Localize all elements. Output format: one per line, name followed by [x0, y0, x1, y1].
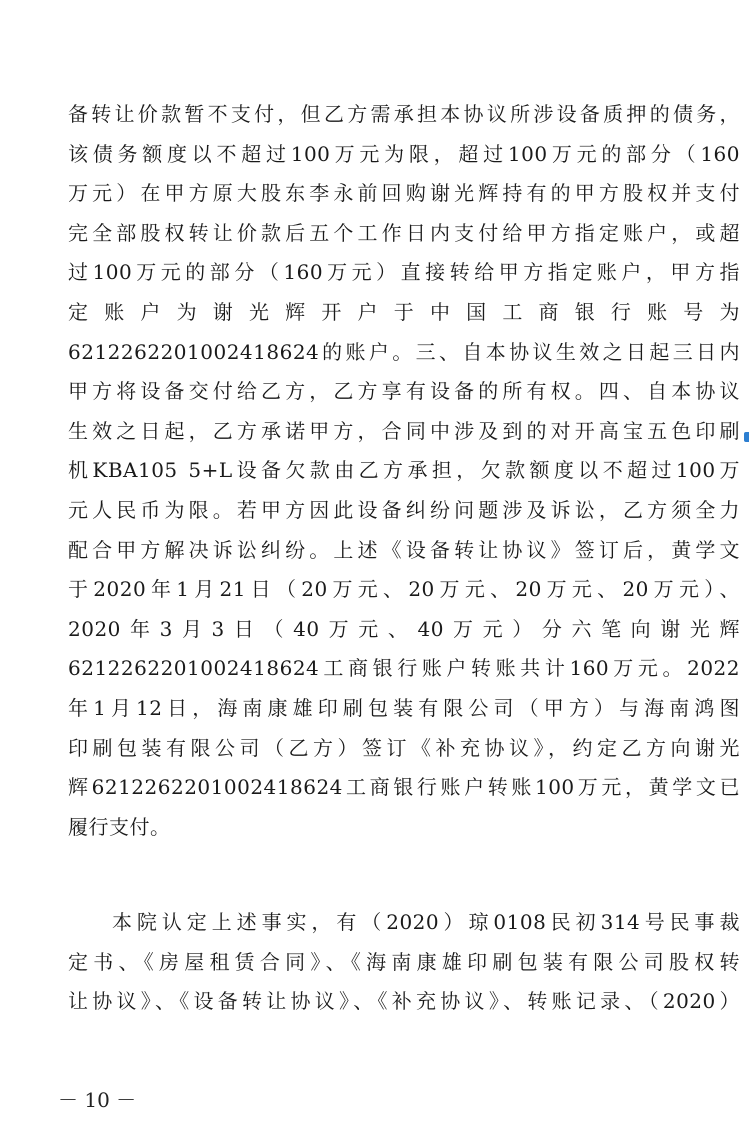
text-line: 年1月12日，海南康雄印刷包装有限公司（甲方）与海南鸿图 — [68, 695, 740, 720]
text-line: 履行支付。 — [68, 814, 171, 839]
text-line: 完全部股权转让价款后五个工作日内支付给甲方指定账户，或超 — [68, 220, 740, 245]
text-line: 让协议》、《设备转让协议》、《补充协议》、转账记录、（2020） — [68, 989, 740, 1014]
text-line: 2020年3月3日（40万元、40万元）分六笔向谢光辉 — [68, 616, 740, 641]
paragraph-1 — [68, 95, 740, 847]
page-edge-tab-marker — [744, 432, 749, 442]
text-line: 机KBA105 5+L设备欠款由乙方承担，欠款额度以不超过100万 — [68, 458, 740, 483]
text-line: 定账户为谢光辉开户于中国工商银行账号为 — [68, 299, 740, 324]
text-line: 印刷包装有限公司（乙方）签订《补充协议》，约定乙方向谢光 — [68, 735, 740, 760]
text-line: 本院认定上述事实，有（2020）琼0108民初314号民事裁 — [112, 910, 740, 934]
text-line: 于2020年1月21日（20万元、20万元、20万元、20万元）、 — [68, 577, 740, 602]
text-line: 配合甲方解决诉讼纠纷。上述《设备转让协议》签订后，黄学文 — [68, 537, 740, 562]
text-line: 6212262201002418624的账户。三、自本协议生效之日起三日内 — [68, 339, 740, 364]
text-line: 辉6212262201002418624工商银行账户转账100万元，黄学文已 — [68, 775, 740, 800]
text-line: 6212262201002418624工商银行账户转账共计160万元。2022 — [68, 656, 740, 681]
text-line: 该债务额度以不超过100万元为限，超过100万元的部分（160 — [68, 141, 740, 166]
text-line: 生效之日起，乙方承诺甲方，合同中涉及到的对开高宝五色印刷 — [68, 418, 740, 443]
text-line: 过100万元的部分（160万元）直接转给甲方指定账户，甲方指 — [68, 260, 740, 285]
text-line: 万元）在甲方原大股东李永前回购谢光辉持有的甲方股权并支付 — [68, 181, 740, 206]
text-line: 元人民币为限。若甲方因此设备纠纷问题涉及诉讼，乙方须全力 — [68, 497, 740, 522]
paragraph-2 — [68, 903, 740, 1022]
text-line: 备转让价款暂不支付，但乙方需承担本协议所涉设备质押的债务， — [68, 102, 740, 126]
text-line: 定书、《房屋租赁合同》、《海南康雄印刷包装有限公司股权转 — [68, 949, 740, 974]
text-line: 甲方将设备交付给乙方，乙方享有设备的所有权。四、自本协议 — [68, 379, 740, 404]
page-number: － 10 － — [58, 1088, 137, 1112]
